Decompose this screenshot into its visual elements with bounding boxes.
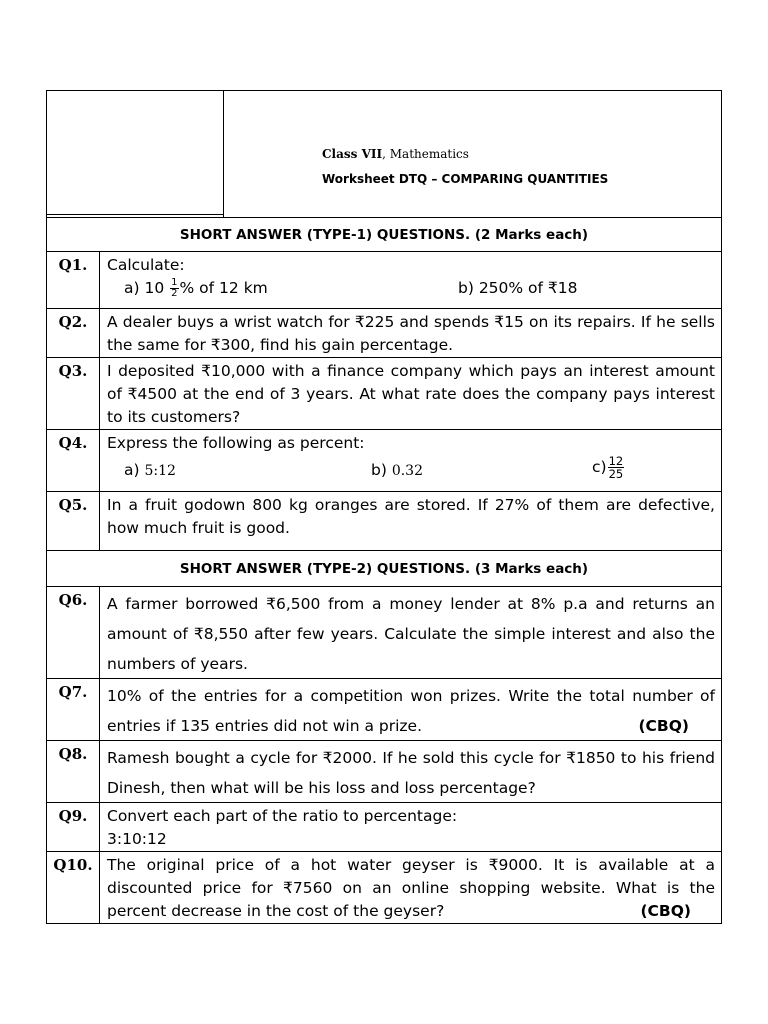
fraction-numerator: 12: [608, 454, 624, 468]
worksheet-header: [47, 91, 721, 218]
class-label: Class VII: [322, 147, 383, 161]
question-row-q9: [47, 803, 721, 852]
question-row-q10: [47, 852, 721, 923]
option-b-value: 0.32: [391, 463, 423, 479]
option-a-prefix: a) 10: [124, 279, 165, 297]
question-number: Q3.: [47, 358, 100, 429]
option-a-label: a): [124, 461, 145, 479]
fraction-numerator: 1: [171, 277, 178, 288]
question-text: In a fruit godown 800 kg oranges are stored. If 27% of them are defective, how much fruit is good.: [107, 496, 715, 537]
ratio-value: 3:10:12: [107, 830, 167, 848]
worksheet-title: Worksheet DTQ – COMPARING QUANTITIES: [322, 172, 609, 186]
cbq-tag: (CBQ): [638, 717, 689, 735]
question-options: [107, 277, 715, 303]
question-row-q2: [47, 309, 721, 358]
cbq-tag: (CBQ): [640, 902, 691, 920]
question-row-q6: [47, 587, 721, 679]
question-row-q4: [47, 430, 721, 492]
section-heading-type1: SHORT ANSWER (TYPE-1) QUESTIONS. (2 Marks each): [47, 218, 721, 252]
question-number: Q6.: [47, 587, 100, 678]
question-text: Ramesh bought a cycle for ₹2000. If he sold this cycle for ₹1850 to his friend Dinesh, then what will be his loss and loss percentage?: [107, 749, 715, 797]
question-text: A farmer borrowed ₹6,500 from a money lender at 8% p.a and returns an amount of ₹8,550 after few years. Calculate the simple interest and also the numbers of years.: [107, 595, 715, 673]
question-number: Q9.: [47, 803, 100, 851]
question-text: I deposited ₹10,000 with a finance company which pays an interest amount of ₹4500 at the end of 3 years. At what rate does the company pays interest to its customers?: [107, 362, 715, 426]
option-a-suffix: % of 12 km: [179, 279, 268, 297]
option-c-label: c): [592, 458, 607, 476]
question-row-q3: [47, 358, 721, 430]
question-text: 10% of the entries for a competition won prizes. Write the total number of entries if 135 entries did not win a prize.: [107, 687, 715, 735]
fraction: [608, 455, 625, 480]
fraction-denominator: 25: [608, 467, 624, 481]
option-a-value: 5:12: [144, 463, 176, 479]
question-number: Q2.: [47, 309, 100, 357]
option-b: [371, 459, 423, 483]
section-heading-type2: SHORT ANSWER (TYPE-2) QUESTIONS. (3 Marks each): [47, 551, 721, 587]
question-body: [100, 852, 721, 923]
logo-placeholder: [47, 91, 224, 217]
question-number: Q5.: [47, 492, 100, 550]
question-options: [107, 455, 715, 485]
question-body: [100, 430, 721, 491]
question-row-q7: [47, 679, 721, 741]
worksheet-table: [46, 90, 722, 924]
question-text: The original price of a hot water geyser is ₹9000. It is available at a discounted price for ₹7560 on an online shopping website. What is the percent decrease in the cost of the geyser?: [107, 856, 715, 920]
question-number: Q7.: [47, 679, 100, 740]
option-b-label: b): [371, 461, 392, 479]
question-text: Express the following as percent:: [107, 434, 365, 452]
question-text: Convert each part of the ratio to percentage:: [107, 807, 458, 825]
question-number: Q10.: [47, 852, 100, 923]
question-row-q8: [47, 741, 721, 803]
option-c: [592, 455, 625, 480]
question-number: Q8.: [47, 741, 100, 802]
question-row-q5: [47, 492, 721, 551]
subject-label: , Mathematics: [382, 147, 469, 161]
fraction: [170, 278, 178, 299]
question-row-q1: [47, 252, 721, 309]
question-body: [100, 252, 721, 308]
option-a: [124, 459, 176, 483]
question-text: Calculate:: [107, 256, 185, 274]
title-box: [224, 91, 721, 217]
question-body: [100, 679, 721, 740]
question-number: Q4.: [47, 430, 100, 491]
option-a: [124, 277, 268, 300]
question-text: A dealer buys a wrist watch for ₹225 and spends ₹15 on its repairs. If he sells the same for ₹300, find his gain percentage.: [107, 313, 715, 354]
question-body: [100, 803, 721, 851]
class-subject-line: [322, 147, 469, 161]
question-number: Q1.: [47, 252, 100, 308]
option-b: b) 250% of ₹18: [458, 279, 578, 297]
fraction-denominator: 2: [171, 288, 178, 299]
